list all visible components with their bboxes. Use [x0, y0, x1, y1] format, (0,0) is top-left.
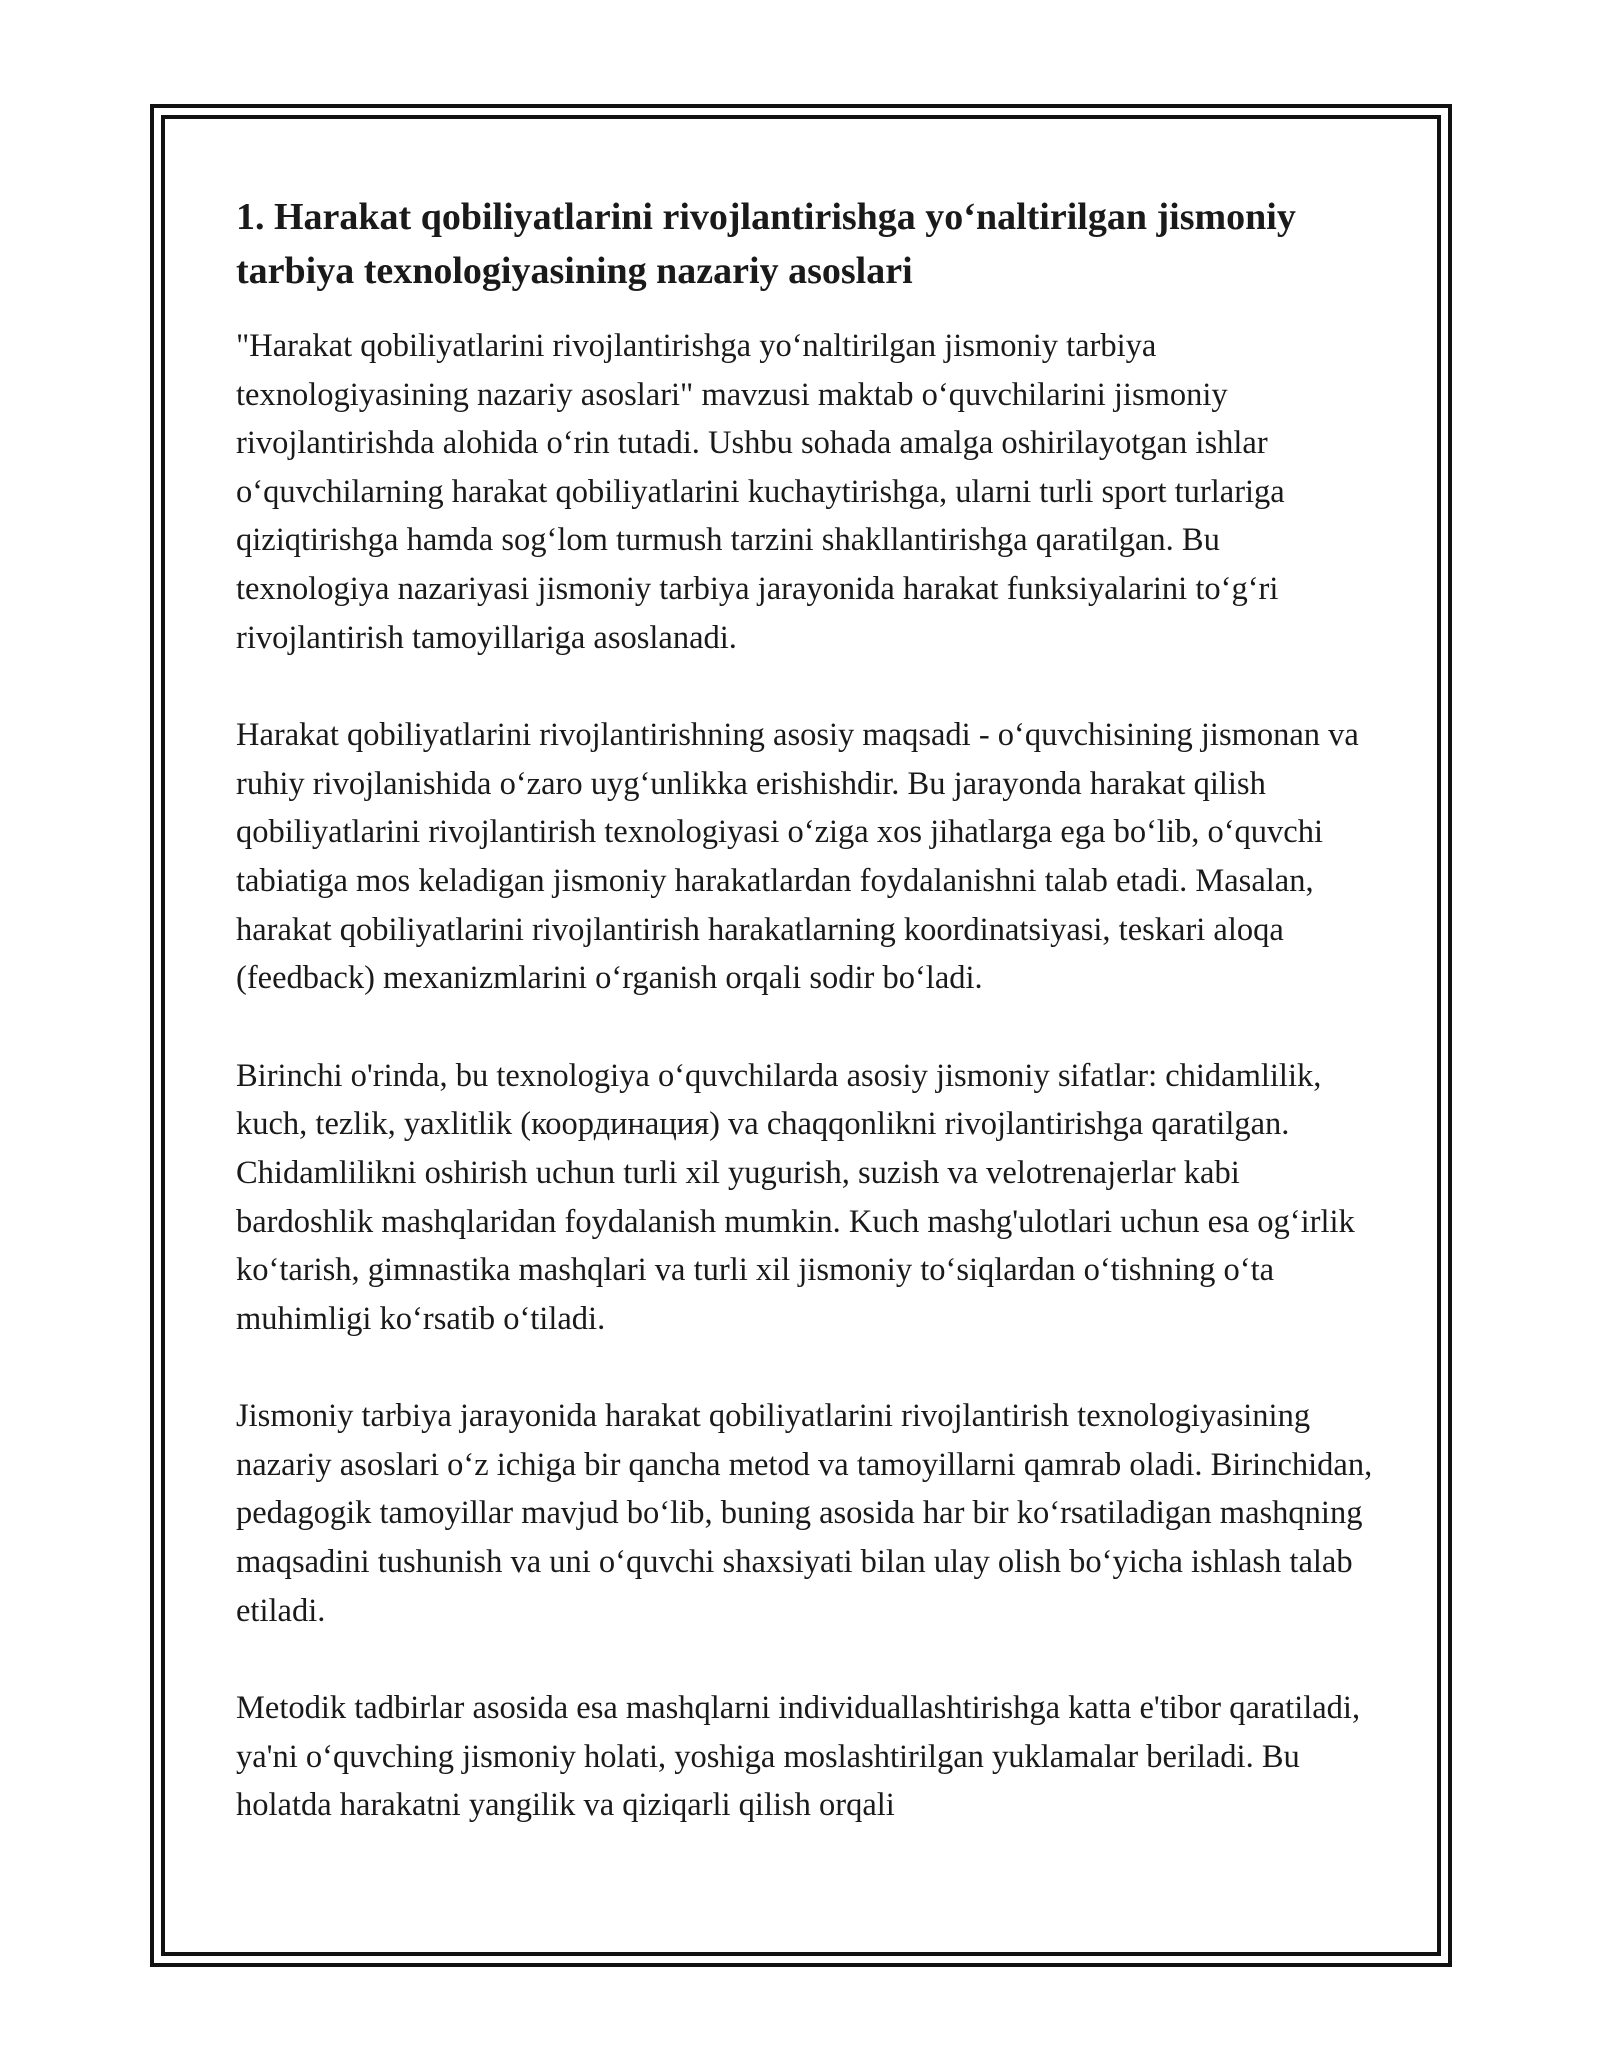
- paragraph-2: Harakat qobiliyatlarini rivojlantirishning asosiy maqsadi - o‘quvchisining jismonan va ruhiy rivojlanishida o‘zaro uyg‘unlikka erishishdir. Bu jarayonda harakat qilish qobiliyatlarini rivojlantirish texnologiyasi o‘ziga xos jihatlarga ega bo‘lib, o‘quvchi tabiatiga mos keladigan jismoniy harakatlardan foydalanishni talab etadi. Masalan, harakat qobiliyatlarini rivojlantirish harakatlarning koordinatsiyasi, teskari aloqa (feedback) mexanizmlarini o‘rganish orqali sodir bo‘ladi.: [236, 717, 1359, 997]
- paragraph-3: Birinchi o'rinda, bu texnologiya o‘quvchilarda asosiy jismoniy sifatlar: chidamlilik, kuch, tezlik, yaxlitlik (координация) va chaqqonlikni rivojlantirishga qaratilgan. Chidamlilikni oshirish uchun turli xil yugurish, suzish va velotrenajerlar kabi bardoshlik mashqlaridan foydalanish mumkin. Kuch mashg'ulotlari uchun esa og‘irlik ko‘tarish, gimnastika mashqlari va turli xil jismoniy to‘siqlardan o‘tishning o‘ta muhimligi ko‘rsatib o‘tiladi.: [236, 1057, 1355, 1337]
- paragraph-4: Jismoniy tarbiya jarayonida harakat qobiliyatlarini rivojlantirish texnologiyasining nazariy asoslari o‘z ichiga bir qancha metod va tamoyillarni qamrab oladi. Birinchidan, pedagogik tamoyillar mavjud bo‘lib, buning asosida har bir ko‘rsatiladigan mashqning maqsadini tushunish va uni o‘quvchi shaxsiyati bilan ulay olish bo‘yicha ishlash talab etiladi.: [236, 1398, 1373, 1629]
- paragraph-5: Metodik tadbirlar asosida esa mashqlarni individuallashtirishga katta e'tibor qaratiladi, ya'ni o‘quvching jismoniy holati, yoshiga moslashtirilgan yuklamalar beriladi. Bu holatda harakatni yangilik va qiziqarli qilish orqali: [236, 1690, 1361, 1824]
- section-heading: 1. Harakat qobiliyatlarini rivojlantirishga yo‘naltirilgan jismoniy tarbiya texnologiyasining nazariy asoslari: [236, 196, 1296, 292]
- document-body: [236, 190, 1376, 1830]
- paragraph-1: "Harakat qobiliyatlarini rivojlantirishga yo‘naltirilgan jismoniy tarbiya texnologiyasining nazariy asoslari" mavzusi maktab o‘quvchilarini jismoniy rivojlantirishda alohida o‘rin tutadi. Ushbu sohada amalga oshirilayotgan ishlar o‘quvchilarning harakat qobiliyatlarini kuchaytirishga, ularni turli sport turlariga qiziqtirishga hamda sog‘lom turmush tarzini shakllantirishga qaratilgan. Bu texnologiya nazariyasi jismoniy tarbiya jarayonida harakat funksiyalarini to‘g‘ri rivojlantirish tamoyillariga asoslanadi.: [236, 328, 1285, 656]
